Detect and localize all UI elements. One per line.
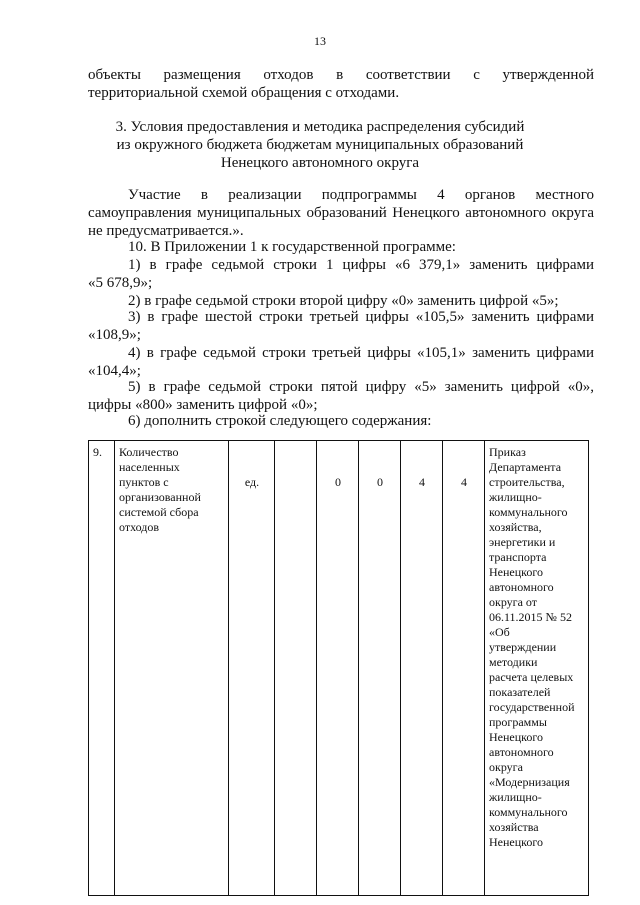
source-line: коммунального (489, 805, 568, 819)
page-number: 13 (314, 34, 326, 48)
source-line: «Модернизация (489, 775, 570, 789)
intro-line-1: объекты размещения отходов в соответствии с утвержденной (88, 67, 594, 83)
source-line: автономного (489, 745, 554, 759)
source-line: 06.11.2015 № 52 (489, 610, 573, 624)
source-line: Ненецкого (489, 565, 544, 579)
section-heading-line-2: из окружного бюджета бюджетам муниципальных образований (116, 137, 524, 153)
item-6: 6) дополнить строкой следующего содержания: (128, 413, 432, 429)
source-line: округа от (489, 595, 538, 609)
source-line: энергетики и (489, 535, 556, 549)
source-line: государственной (489, 700, 575, 714)
indicator-line: системой сбора (119, 505, 199, 519)
source-line: программы (489, 715, 547, 729)
section-heading-line-3: Ненецкого автономного округа (220, 155, 420, 171)
item-5-line-1: 5) в графе седьмой строки пятой цифру «5» заменить цифрой «0», (128, 379, 594, 395)
value-cell: 4 (401, 441, 443, 896)
source-line: жилищно- (489, 790, 542, 804)
indicator-line: организованной (119, 490, 201, 504)
empty-cell (275, 441, 317, 896)
source-line: Приказ (489, 445, 526, 459)
source-line: утверждении (489, 640, 557, 654)
unit-cell: ед. (229, 441, 275, 896)
source-line: методики (489, 655, 538, 669)
source-line: показателей (489, 685, 551, 699)
intro-line-2: территориальной схемой обращения с отходами. (88, 85, 400, 101)
item-5-line-2: цифры «800» заменить цифрой «0»; (88, 397, 318, 413)
indicator-line: отходов (119, 520, 160, 534)
paragraph-1-line-1: Участие в реализации подпрограммы 4 органов местного (128, 187, 594, 203)
paragraph-1-line-2: самоуправления муниципальных образований Ненецкого автономного округа (88, 205, 594, 221)
indicator-line: пунктов с (119, 475, 169, 489)
item-3-line-2: «108,9»; (88, 327, 141, 343)
item-1-line-2: «5 678,9»; (88, 275, 153, 291)
item-1-line-1: 1) в графе седьмой строки 1 цифры «6 379,1» заменить цифрами (128, 257, 594, 273)
source-line: хозяйства (489, 820, 539, 834)
amendment-table (88, 440, 589, 896)
source-line: расчета целевых (489, 670, 574, 684)
table-row (89, 441, 589, 896)
source-line: Ненецкого (489, 730, 544, 744)
source-line: транспорта (489, 550, 547, 564)
row-number-cell: 9. (89, 441, 115, 896)
source-line: Департамента (489, 460, 562, 474)
item-3-line-1: 3) в графе шестой строки третьей цифры «105,5» заменить цифрами (128, 309, 594, 325)
source-line: жилищно- (489, 490, 542, 504)
source-line: коммунального (489, 505, 568, 519)
section-heading-line-1: 3. Условия предоставления и методика распределения субсидий (115, 119, 525, 135)
value-cell: 0 (359, 441, 401, 896)
source-line: строительства, (489, 475, 565, 489)
item-4-line-2: «104,4»; (88, 363, 141, 379)
source-line: «Об (489, 625, 510, 639)
value-cell: 0 (317, 441, 359, 896)
source-line: автономного (489, 580, 554, 594)
source-line: округа (489, 760, 523, 774)
source-line: Ненецкого (489, 835, 544, 849)
value-cell: 4 (443, 441, 485, 896)
paragraph-1-line-3: не предусматривается.». (88, 223, 244, 239)
paragraph-2: 10. В Приложении 1 к государственной программе: (128, 239, 456, 255)
item-2: 2) в графе седьмой строки второй цифру «0» заменить цифрой «5»; (128, 293, 559, 309)
indicator-line: Количество (119, 445, 179, 459)
item-4-line-1: 4) в графе седьмой строки третьей цифры «105,1» заменить цифрами (128, 345, 594, 361)
indicator-line: населенных (119, 460, 180, 474)
source-line: хозяйства, (489, 520, 542, 534)
source-cell (485, 441, 589, 896)
indicator-cell (115, 441, 229, 896)
